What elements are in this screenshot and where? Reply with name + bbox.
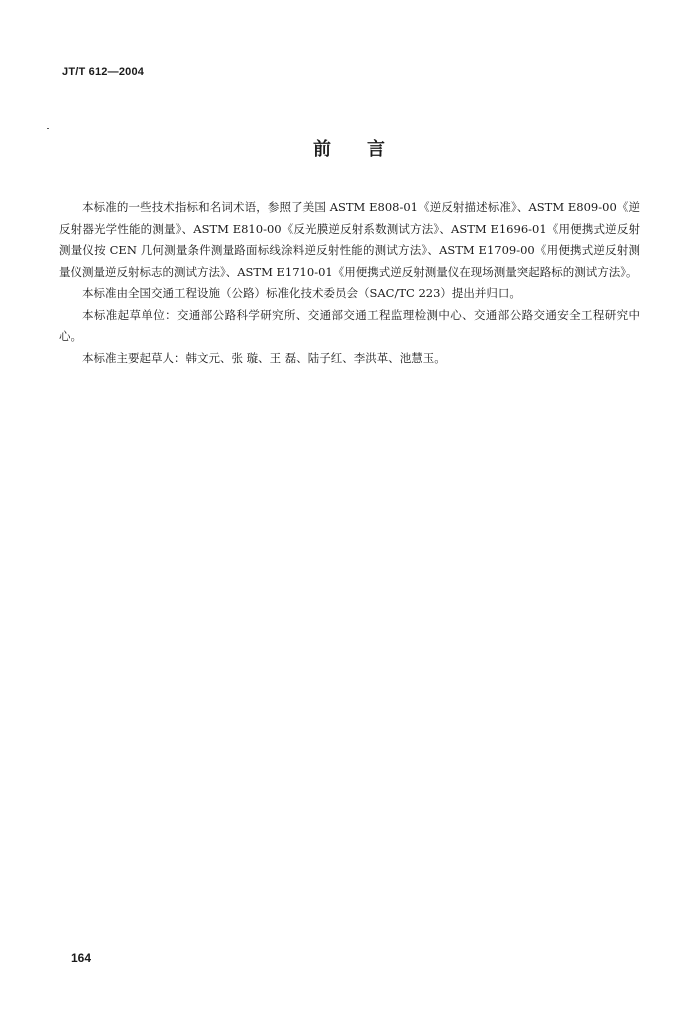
scan-speck	[47, 128, 49, 129]
page-number: 164	[71, 951, 92, 965]
paragraph-drafting-units: 本标准起草单位：交通部公路科学研究所、交通部交通工程监理检测中心、交通部公路交通安全工程研究中心。	[59, 307, 640, 343]
paragraph-references: 本标准的一些技术指标和名词术语，参照了美国 ASTM E808-01《逆反射描述标准》、ASTM E809-00《逆反射器光学性能的测量》、ASTM E810-00《反光膜逆反射系数测试方法》、ASTM E1696-01《用便携式逆反射测量仪按 CEN 几何测量条件测量路面标线涂料逆反射性能的测试方法》、ASTM E1709-00《用便携式逆反射测量仪测量逆反射标志的测试方法》、ASTM E1710-01《用便携式逆反射测量仪在现场测量突起路标的测试方法》。	[59, 200, 640, 279]
page-title	[0, 135, 698, 161]
paragraph-drafters: 本标准主要起草人：韩文元、张 璇、王 磊、陆子红、李洪革、池慧玉。	[82, 350, 446, 365]
document-code: JT/T 612—2004	[62, 66, 145, 78]
title-char-1: 前	[313, 139, 331, 160]
foreword-body	[59, 197, 640, 369]
title-char-2: 言	[367, 139, 385, 160]
paragraph-proposer: 本标准由全国交通工程设施（公路）标准化技术委员会（SAC/TC 223）提出并归口。	[82, 286, 521, 300]
